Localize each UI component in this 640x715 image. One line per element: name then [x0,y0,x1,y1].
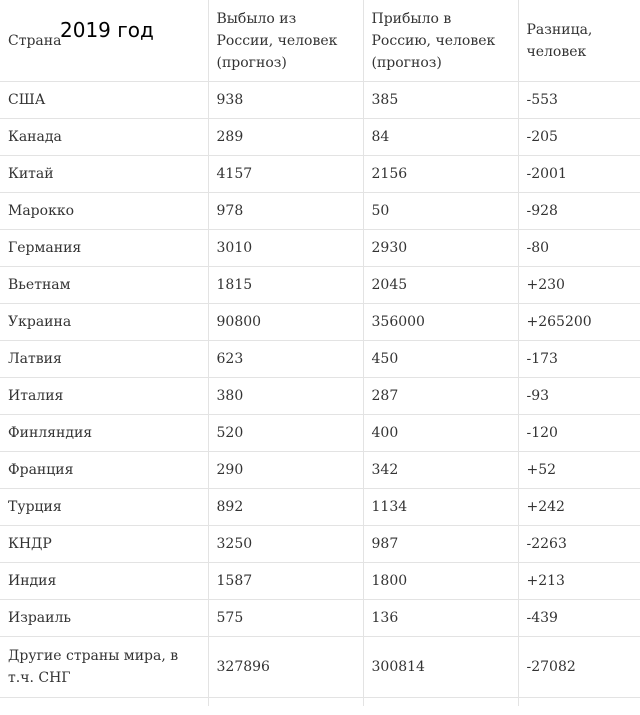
table-row [0,341,640,378]
table-row [0,526,640,563]
table-row [0,600,640,637]
table-row [0,267,640,304]
table-row-partial [0,698,640,707]
cell-country: Франция [0,452,208,489]
cell-country: Латвия [0,341,208,378]
cell-departed: 1815 [208,267,363,304]
cell-departed: 380 [208,378,363,415]
cell-arrived: 287 [363,378,518,415]
cell-arrived: 2045 [363,267,518,304]
cell-arrived: 136 [363,600,518,637]
cell-country: Индия [0,563,208,600]
cell-departed: 978 [208,193,363,230]
cell-difference: -27082 [518,637,640,698]
cell-difference: -2263 [518,526,640,563]
cell-difference: +213 [518,563,640,600]
cell-difference: +230 [518,267,640,304]
cell-arrived: 987 [363,526,518,563]
table-row [0,304,640,341]
cell-arrived: 300814 [363,637,518,698]
cell-empty [0,698,208,707]
cell-difference: -2001 [518,156,640,193]
table-row [0,156,640,193]
cell-country: Канада [0,119,208,156]
cell-arrived: 2930 [363,230,518,267]
table-row [0,119,640,156]
table-row [0,489,640,526]
cell-difference: +265200 [518,304,640,341]
cell-country: Другие страны мира, в т.ч. СНГ [0,637,208,698]
table-body [0,82,640,707]
cell-difference: -80 [518,230,640,267]
cell-arrived: 356000 [363,304,518,341]
cell-departed: 90800 [208,304,363,341]
cell-arrived: 2156 [363,156,518,193]
cell-country: Израиль [0,600,208,637]
header-difference: Разница, человек [518,0,640,82]
cell-departed: 327896 [208,637,363,698]
cell-arrived: 1800 [363,563,518,600]
cell-difference: -553 [518,82,640,119]
cell-country: Марокко [0,193,208,230]
cell-difference: -120 [518,415,640,452]
cell-country: Украина [0,304,208,341]
cell-arrived: 1134 [363,489,518,526]
table-row [0,82,640,119]
cell-departed: 575 [208,600,363,637]
header-arrived: Прибыло в Россию, человек (прогноз) [363,0,518,82]
cell-country: США [0,82,208,119]
cell-arrived: 385 [363,82,518,119]
table-row [0,452,640,489]
cell-departed: 4157 [208,156,363,193]
cell-difference: -173 [518,341,640,378]
cell-departed: 289 [208,119,363,156]
cell-departed: 290 [208,452,363,489]
cell-arrived: 84 [363,119,518,156]
cell-country: Финляндия [0,415,208,452]
cell-country: Китай [0,156,208,193]
cell-empty [518,698,640,707]
header-departed: Выбыло из России, человек (прогноз) [208,0,363,82]
cell-difference: -93 [518,378,640,415]
table-row [0,193,640,230]
cell-empty [363,698,518,707]
cell-country: Вьетнам [0,267,208,304]
cell-departed: 892 [208,489,363,526]
cell-difference: +52 [518,452,640,489]
cell-arrived: 450 [363,341,518,378]
cell-country: Италия [0,378,208,415]
cell-departed: 623 [208,341,363,378]
table-row [0,415,640,452]
cell-arrived: 342 [363,452,518,489]
cell-departed: 938 [208,82,363,119]
cell-country: Турция [0,489,208,526]
cell-difference: -928 [518,193,640,230]
cell-arrived: 400 [363,415,518,452]
cell-arrived: 50 [363,193,518,230]
cell-difference: -439 [518,600,640,637]
year-overlay-title: 2019 год [60,18,154,42]
table-row [0,378,640,415]
table-row [0,563,640,600]
cell-departed: 520 [208,415,363,452]
cell-empty [208,698,363,707]
cell-country: Германия [0,230,208,267]
cell-departed: 3010 [208,230,363,267]
table-row [0,230,640,267]
table-row [0,637,640,698]
cell-difference: -205 [518,119,640,156]
cell-departed: 3250 [208,526,363,563]
header-country: Страна [0,0,208,82]
cell-departed: 1587 [208,563,363,600]
cell-difference: +242 [518,489,640,526]
cell-country: КНДР [0,526,208,563]
